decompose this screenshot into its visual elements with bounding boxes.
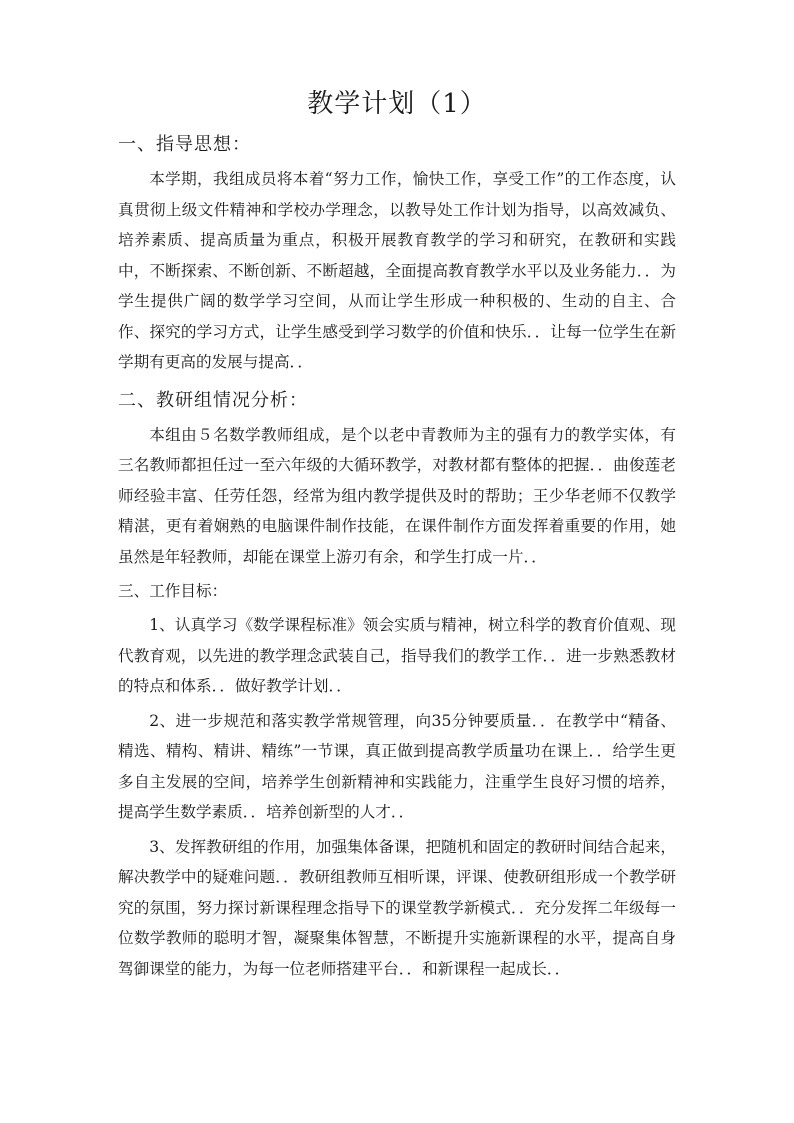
document-title: 教学计划（1） [307,89,487,119]
goal-item-1: 1、认真学习《数学课程标准》领会实质与精神，树立科学的教育价值观、现代教育观，以先进的教学理念武装自己，指导我们的教学工作．．进一步熟悉教材的特点和体系．．做好教学计划．． [118,616,676,695]
goal-item-3: 3、发挥教研组的作用，加强集体备课，把随机和固定的教研时间结合起来，解决教学中的疑难问题．．教研组教师互相听课，评课、使教研组形成一个教学研究的氛围，努力探讨新课程理念指导下的课堂教学新模式．．充分发挥二年级每一位数学教师的聪明才智，凝聚集体智慧，不断提升实施新课程的水平，提高自身驾御课堂的能力，为每一位老师搭建平台．．和新课程一起成长．． [118,837,676,978]
section-paragraph: 本学期，我组成员将本着“努力工作，愉快工作，享受工作”的工作态度，认真贯彻上级文件精神和学校办学理念，以教导处工作计划为指导，以高效减负、培养素质、提高质量为重点，积极开展教育教学的学习和研究，在教研和实践中，不断探索、不断创新、不断超越，全面提高教育教学水平以及业务能力．．为学生提供广阔的数学学习空间，从而让学生形成一种积极的、生动的自主、合作、探究的学习方式，让学生感受到学习数学的价值和快乐．．让每一位学生在新学期有更高的发展与提高．． [118,170,676,371]
section-heading-work-goals: 三、工作目标： [118,582,228,600]
section-heading-guiding-ideas: 一、指导思想： [118,134,251,155]
goal-item-2: 2、进一步规范和落实教学常规管理，向35分钟要质量．．在教学中“精备、精选、精构、精讲、精练”一节课，真正做到提高教学质量功在课上．．给学生更多自主发展的空间，培养学生创新精神和实践能力，注重学生良好习惯的培养，提高学生数学素质．．培养创新型的人才．． [118,711,676,821]
section-heading-group-analysis: 二、教研组情况分析： [118,389,308,411]
section-paragraph: 本组由５名数学教师组成，是个以老中青教师为主的强有力的教学实体，有三名教师都担任过一至六年级的大循环教学，对教材都有整体的把握．．曲俊莲老师经验丰富、任劳任怨，经常为组内教学提供及时的帮助；王少华老师不仅教学精湛，更有着娴熟的电脑课件制作技能，在课件制作方面发挥着重要的作用，她虽然是年轻教师，却能在课堂上游刃有余，和学生打成一片．． [118,425,676,566]
